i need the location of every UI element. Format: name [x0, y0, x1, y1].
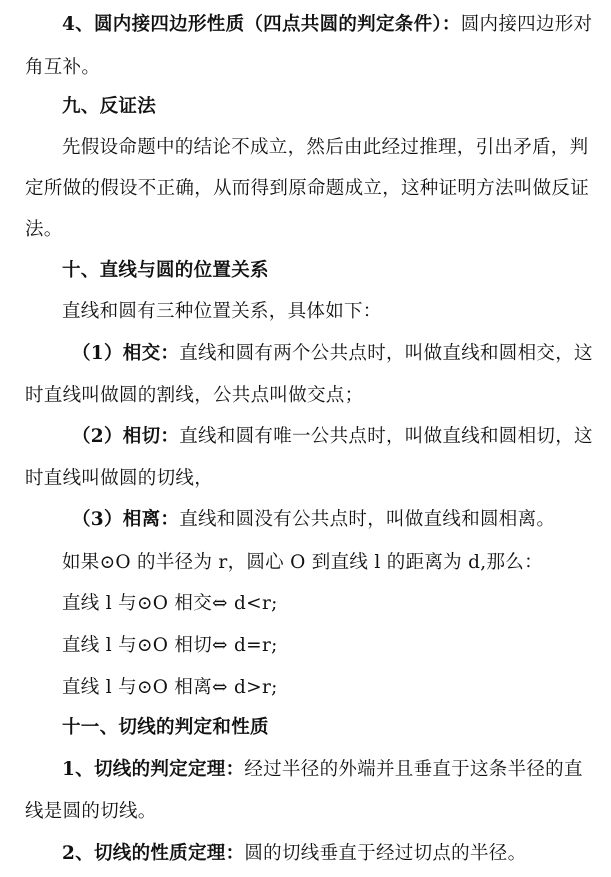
paragraph-line	[62, 136, 589, 160]
paragraph-line	[25, 800, 589, 824]
theorem-tangent-property	[62, 842, 589, 866]
theorem-heading: 2、切线的性质定理：	[62, 843, 245, 864]
paragraph-text: 如果⊙O 的半径为 r，圆心 O 到直线 l 的距离为 d,那么：	[62, 552, 543, 573]
case-text: 直线和圆有唯一公共点时，叫做直线和圆相切，这	[179, 426, 593, 447]
paragraph-line	[25, 56, 589, 80]
case-heading: （1）相交：	[72, 343, 180, 364]
case-heading: （2）相切：	[72, 426, 180, 447]
paragraph-line	[62, 551, 589, 575]
section-heading-tangent: 十一、切线的判定和性质	[62, 717, 269, 738]
paragraph-text: 定所做的假设不正确，从而得到原命题成立，这种证明方法叫做反证	[25, 178, 590, 199]
formula-line	[62, 676, 589, 700]
paragraph-line	[25, 177, 589, 201]
section-heading-line-circle-relation: 十、直线与圆的位置关系	[62, 260, 269, 281]
paragraph-line	[25, 218, 589, 242]
case-heading: （3）相离：	[72, 509, 180, 530]
property-text: 圆内接四边形对	[460, 14, 593, 35]
formula-line	[62, 634, 589, 658]
case-text: 直线和圆没有公共点时，叫做直线和圆相离。	[179, 509, 556, 530]
case-text: 直线和圆有两个公共点时，叫做直线和圆相交，这	[179, 343, 593, 364]
paragraph-line	[25, 384, 589, 408]
paragraph-text: 法。	[25, 219, 63, 240]
case-separate	[72, 508, 589, 532]
property-cyclic-quadrilateral	[62, 13, 593, 37]
property-heading: 4、圆内接四边形性质（四点共圆的判定条件）：	[62, 14, 461, 35]
theorem-text: 经过半径的外端并且垂直于这条半径的直	[244, 759, 583, 780]
formula-text: 直线 l 与⊙O 相交⇔ d<r;	[62, 593, 278, 614]
paragraph-text: 时直线叫做圆的割线，公共点叫做交点；	[25, 385, 364, 406]
paragraph-text: 角互补。	[25, 57, 101, 78]
paragraph-text: 直线和圆有三种位置关系，具体如下：	[62, 301, 382, 322]
section-heading-proof-by-contradiction: 九、反证法	[62, 96, 157, 117]
case-tangent	[72, 425, 593, 449]
theorem-tangent-criterion	[62, 758, 589, 782]
paragraph-text: 时直线叫做圆的切线，	[25, 468, 214, 489]
case-intersect	[72, 342, 593, 366]
paragraph-text: 先假设命题中的结论不成立，然后由此经过推理，引出矛盾，判	[62, 137, 589, 158]
paragraph-line	[62, 300, 589, 324]
paragraph-text: 线是圆的切线。	[25, 801, 157, 822]
formula-line	[62, 592, 589, 616]
theorem-heading: 1、切线的判定定理：	[62, 759, 245, 780]
paragraph-line	[25, 467, 589, 491]
formula-text: 直线 l 与⊙O 相切⇔ d=r;	[62, 635, 278, 656]
formula-text: 直线 l 与⊙O 相离⇔ d>r;	[62, 677, 278, 698]
theorem-text: 圆的切线垂直于经过切点的半径。	[244, 843, 527, 864]
